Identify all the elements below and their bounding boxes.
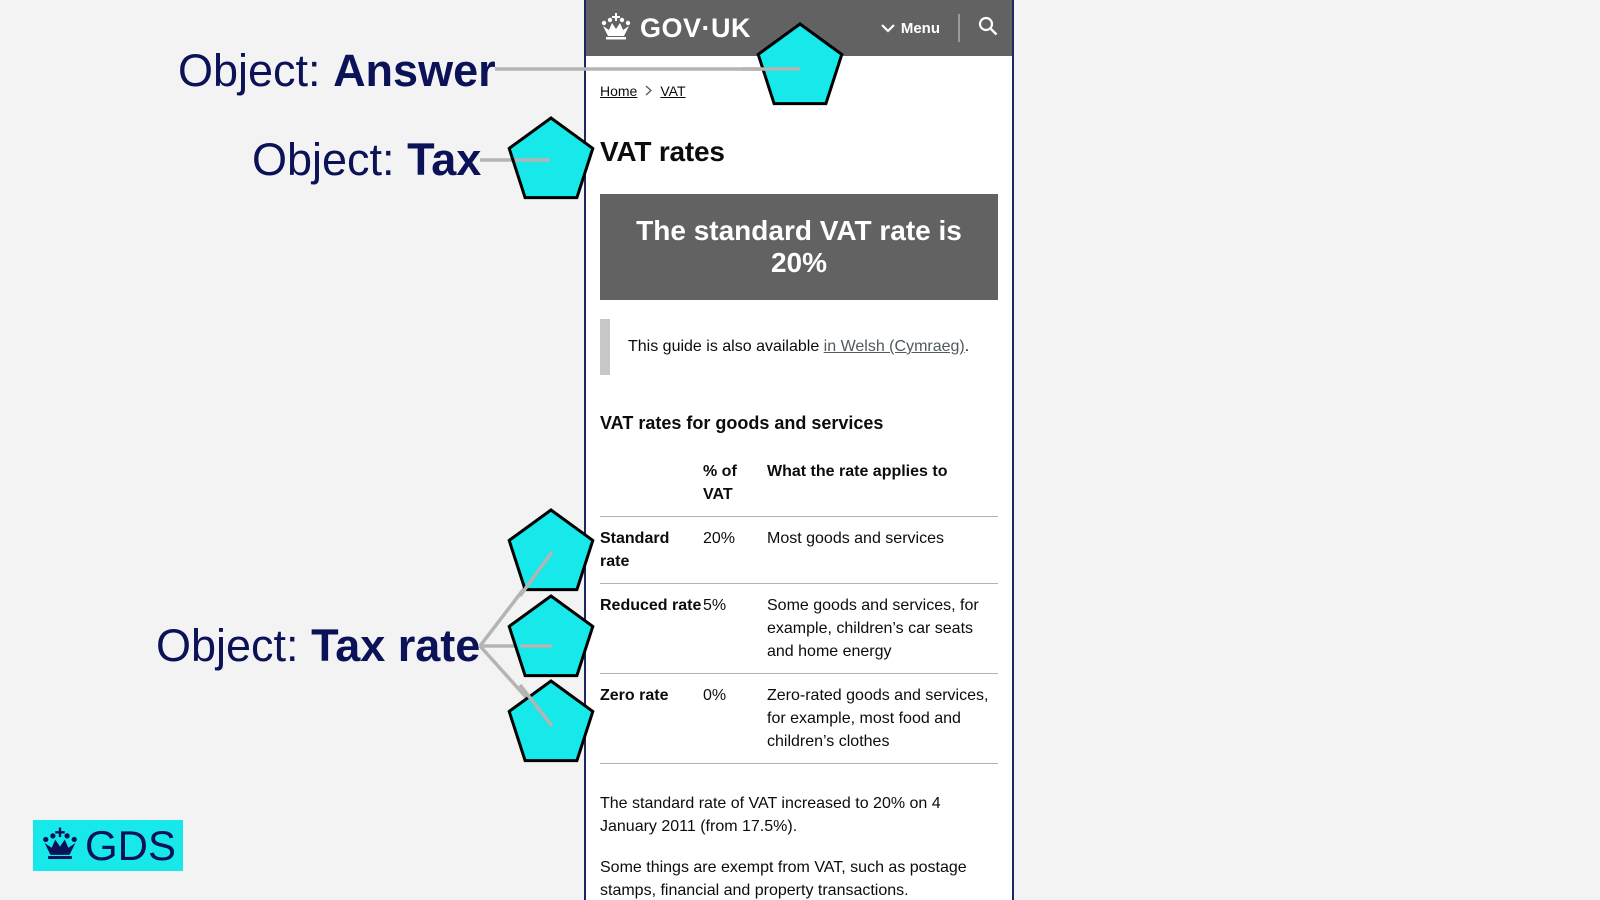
breadcrumb [600, 83, 998, 99]
gds-text: GDS [85, 821, 177, 869]
welsh-inset [600, 319, 998, 375]
answer-box: The standard VAT rate is 20% [600, 194, 998, 300]
pentagon-tax [509, 118, 593, 198]
pentagon-standard-rate [509, 510, 593, 590]
menu-button[interactable] [881, 14, 960, 42]
inset-text: This guide is also available [628, 338, 824, 355]
rate-applies-to: Zero-rated goods and services, for example, most food and children’s clothes [767, 687, 989, 750]
table-row [600, 517, 998, 584]
annotation-tax [252, 134, 482, 185]
search-button[interactable] [960, 16, 998, 41]
pentagon-reduced-rate [509, 596, 593, 676]
crown-icon [600, 12, 632, 45]
breadcrumb-vat[interactable]: VAT [660, 83, 686, 99]
menu-label: Menu [900, 19, 940, 37]
govuk-logo-text: GOV·UK [640, 12, 751, 43]
rate-percent: 5% [703, 597, 727, 614]
main-content [586, 83, 1012, 900]
welsh-guide-link[interactable]: in Welsh (Cymraeg) [823, 338, 965, 355]
phone-screen [584, 0, 1014, 900]
annotation-object-name: Tax rate [311, 620, 481, 671]
chevron-down-icon [881, 20, 895, 37]
search-icon [978, 16, 998, 41]
crown-icon [41, 822, 79, 870]
rate-name: Zero rate [600, 687, 669, 704]
table-row [600, 674, 998, 764]
inset-text-end: . [964, 338, 970, 355]
annotation-object-name: Answer [333, 45, 496, 96]
table-header-row [600, 452, 998, 517]
rate-percent: 20% [703, 530, 736, 547]
chevron-right-icon [645, 83, 652, 99]
annotation-prefix: Object: [252, 134, 408, 185]
pentagon-zero-rate [509, 681, 593, 761]
govuk-logo-link[interactable] [600, 12, 751, 45]
rate-percent: 0% [703, 687, 727, 704]
annotation-prefix: Object: [156, 620, 312, 671]
rate-name: Reduced rate [600, 597, 702, 614]
rate-name: Standard rate [600, 530, 670, 570]
govuk-header [586, 0, 1012, 56]
annotation-prefix: Object: [178, 45, 334, 96]
gds-logo [33, 820, 183, 871]
table-header [600, 452, 703, 517]
page-title: VAT rates [600, 136, 725, 167]
rate-applies-to: Most goods and services [767, 530, 944, 547]
breadcrumb-home[interactable]: Home [600, 83, 638, 99]
body-paragraph: Some things are exempt from VAT, such as postage stamps, financial and property transactions. [600, 859, 967, 899]
table-header: What the rate applies to [767, 452, 998, 517]
section-heading: VAT rates for goods and services [600, 413, 884, 433]
annotation-tax-rate [156, 620, 481, 671]
annotation-object-name: Tax [407, 134, 482, 185]
annotation-answer [178, 45, 496, 96]
body-paragraph: The standard rate of VAT increased to 20% on 4 January 2011 (from 17.5%). [600, 795, 941, 835]
vat-rates-table [600, 452, 998, 764]
rate-applies-to: Some goods and services, for example, children’s car seats and home energy [767, 597, 979, 660]
table-header: % of VAT [703, 452, 767, 517]
table-row [600, 584, 998, 674]
